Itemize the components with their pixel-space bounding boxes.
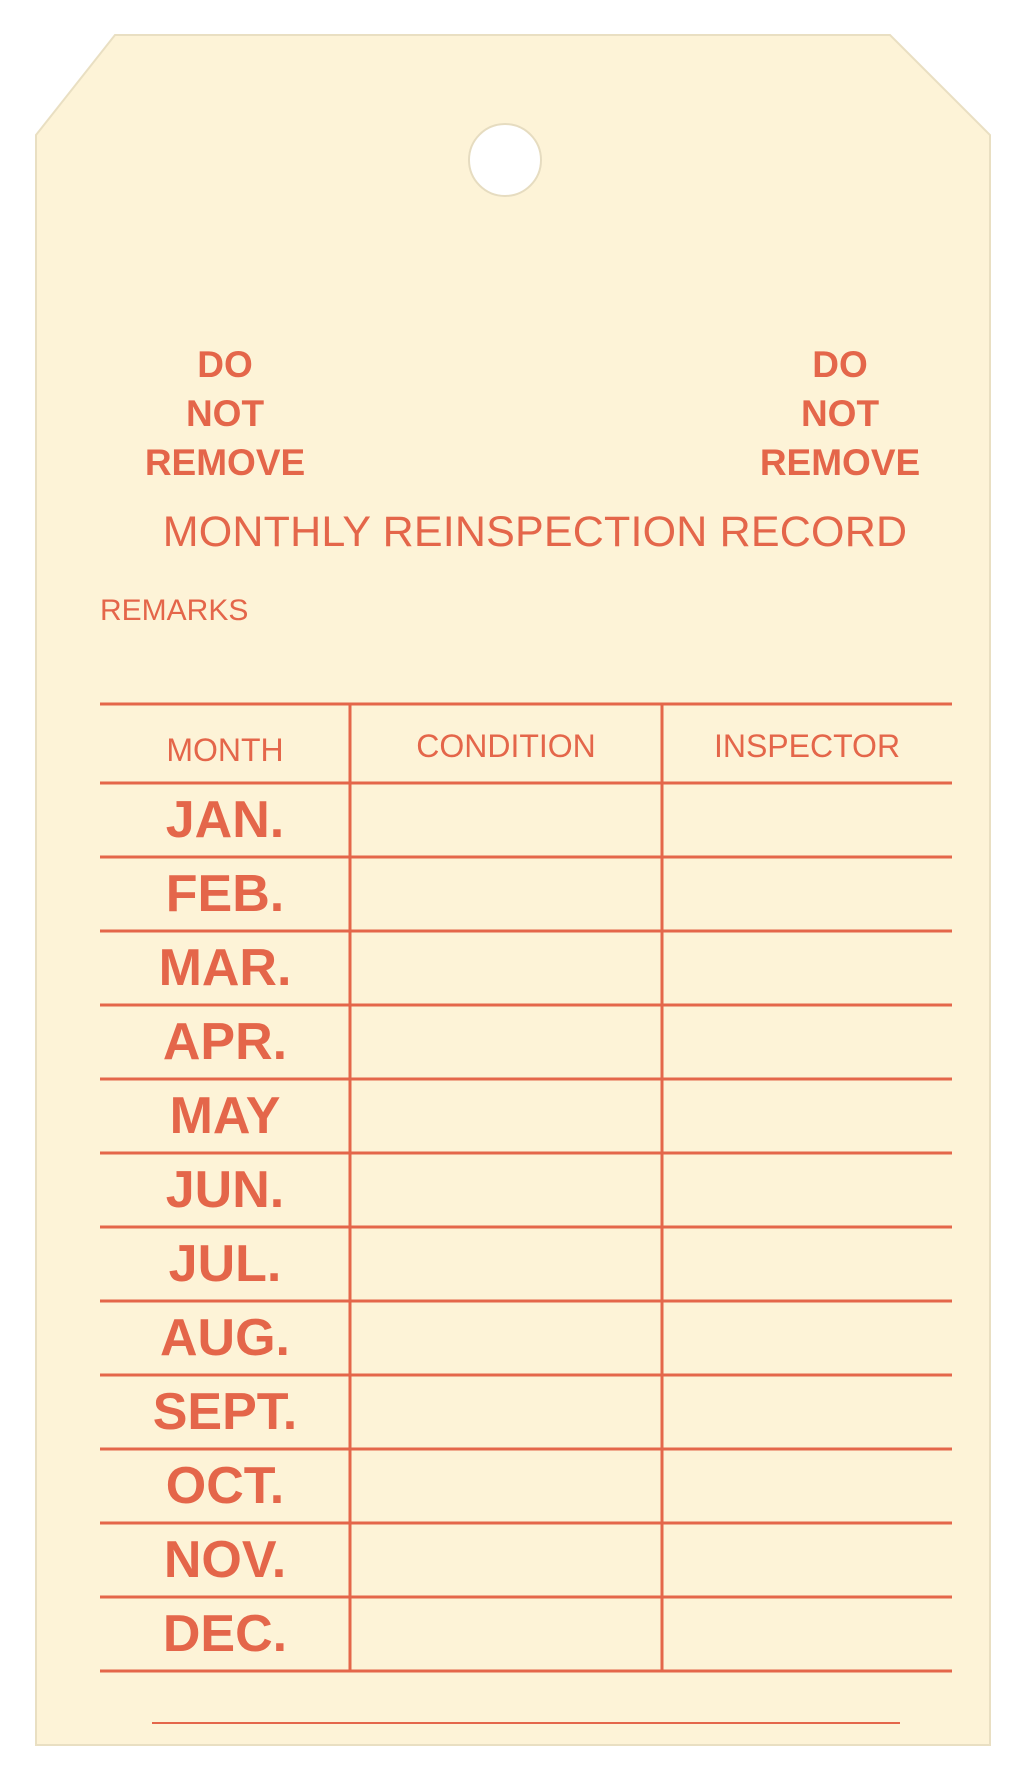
warning-line: NOT	[800, 393, 880, 434]
month-jun: JUN.	[165, 1161, 285, 1219]
month-feb: FEB.	[165, 865, 285, 923]
warning-line: NOT	[185, 393, 265, 434]
month-jan: JAN.	[165, 791, 285, 849]
month-dec: DEC.	[162, 1605, 288, 1663]
remarks-label: REMARKS	[100, 594, 249, 627]
month-may: MAY	[169, 1087, 281, 1145]
warning-line: REMOVE	[759, 442, 921, 483]
header-inspector: INSPECTOR	[713, 728, 901, 764]
month-mar: MAR.	[158, 939, 292, 997]
warning-line: REMOVE	[144, 442, 306, 483]
month-jul: JUL.	[168, 1235, 282, 1293]
month-sept: SEPT.	[152, 1383, 298, 1441]
month-apr: APR.	[162, 1013, 288, 1071]
record-title: MONTHLY REINSPECTION RECORD	[162, 508, 908, 556]
header-condition: CONDITION	[416, 728, 596, 764]
warning-line: DO	[197, 344, 253, 385]
month-oct: OCT.	[165, 1457, 285, 1515]
month-nov: NOV.	[163, 1531, 287, 1589]
warning-line: DO	[812, 344, 868, 385]
month-aug: AUG.	[160, 1309, 290, 1367]
header-month: MONTH	[166, 732, 284, 768]
